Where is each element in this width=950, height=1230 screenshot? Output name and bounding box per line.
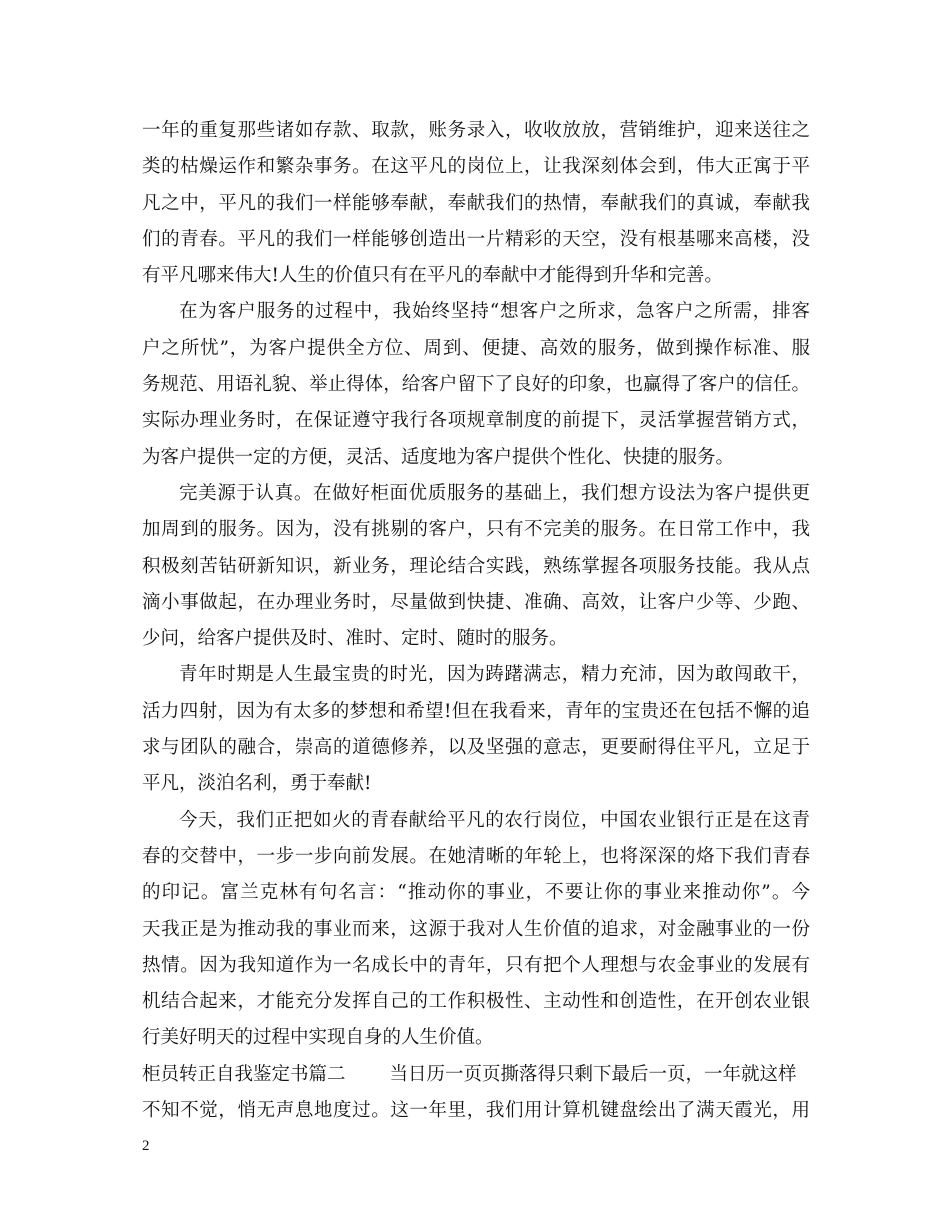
text-line: 平凡，淡泊名利，勇于奉献! [142, 773, 372, 795]
text-line: 春的交替中，一步一步向前发展。在她清晰的年轮上，也将深深的烙下我们青春 [142, 845, 810, 867]
text-line: 的印记。富兰克林有句名言：“推动你的事业，不要让你的事业来推动你”。今 [142, 882, 810, 904]
text-line: 不知不觉，悄无声息地度过。这一年里，我们用计算机键盘绘出了满天霞光，用 [142, 1100, 810, 1122]
page-number: 2 [142, 1138, 150, 1154]
text-line: 完美源于认真。在做好柜面优质服务的基础上，我们想方设法为客户提供更 [179, 482, 810, 504]
section-title: 柜员转正自我鉴定书篇二 [142, 1063, 346, 1085]
text-line: 加周到的服务。因为，没有挑剔的客户，只有不完美的服务。在日常工作中，我 [142, 519, 810, 541]
text-line: 们的青春。平凡的我们一样能够创造出一片精彩的天空，没有根基哪来高楼，没 [142, 228, 810, 250]
section-heading-line [142, 1057, 810, 1093]
text-line: 一年的重复那些诸如存款、取款，账务录入，收收放放，营销维护，迎来送往之 [142, 120, 810, 141]
text-line: 少问，给客户提供及时、准时、定时、随时的服务。 [142, 628, 568, 650]
text-line: 活力四射，因为有太多的梦想和希望!但在我看来，青年的宝贵还在包括不懈的追 [142, 700, 810, 722]
text-line: 实际办理业务时，在保证遵守我行各项规章制度的前提下，灵活掌握营销方式， [142, 410, 810, 432]
text-line: 青年时期是人生最宝贵的时光，因为踌躇满志，精力充沛，因为敢闯敢干， [179, 664, 810, 686]
text-line: 有平凡哪来伟大!人生的价值只有在平凡的奉献中才能得到升华和完善。 [142, 265, 723, 287]
text-line: 务规范、用语礼貌、举止得体，给客户留下了良好的印象，也赢得了客户的信任。 [142, 374, 810, 396]
text-line: 热情。因为我知道作为一名成长中的青年，只有把个人理想与农金事业的发展有 [142, 954, 810, 976]
text-line: 求与团队的融合，崇高的道德修养，以及坚强的意志，更要耐得住平凡，立足于 [142, 737, 810, 759]
text-line: 为客户提供一定的方便，灵活、适度地为客户提供个性化、快捷的服务。 [142, 446, 735, 468]
text-line: 户之所忧”，为客户提供全方位、周到、便捷、高效的服务，做到操作标准、服 [142, 337, 810, 359]
section-first-line: 当日历一页页撕落得只剩下最后一页，一年就这样 [389, 1063, 797, 1085]
text-line: 类的枯燥运作和繁杂事务。在这平凡的岗位上，让我深刻体会到，伟大正寓于平 [142, 156, 810, 178]
text-line: 积极刻苦钻研新知识，新业务，理论结合实践，熟练掌握各项服务技能。我从点 [142, 555, 810, 577]
text-line: 天我正是为推动我的事业而来，这源于我对人生价值的追求，对金融事业的一份 [142, 918, 810, 940]
text-line: 凡之中，平凡的我们一样能够奉献，奉献我们的热情，奉献我们的真诚，奉献我 [142, 192, 810, 214]
document-body [142, 113, 810, 1129]
text-line: 滴小事做起，在办理业务时，尽量做到快捷、准确、高效，让客户少等、少跑、 [142, 591, 810, 613]
text-line: 行美好明天的过程中实现自身的人生价值。 [142, 1027, 494, 1049]
text-line: 机结合起来，才能充分发挥自己的工作积极性、主动性和创造性，在开创农业银 [142, 991, 810, 1013]
text-line: 在为客户服务的过程中，我始终坚持“想客户之所求，急客户之所需，排客 [179, 301, 810, 323]
text-line: 今天，我们正把如火的青春献给平凡的农行岗位，中国农业银行正是在这青 [179, 809, 810, 831]
